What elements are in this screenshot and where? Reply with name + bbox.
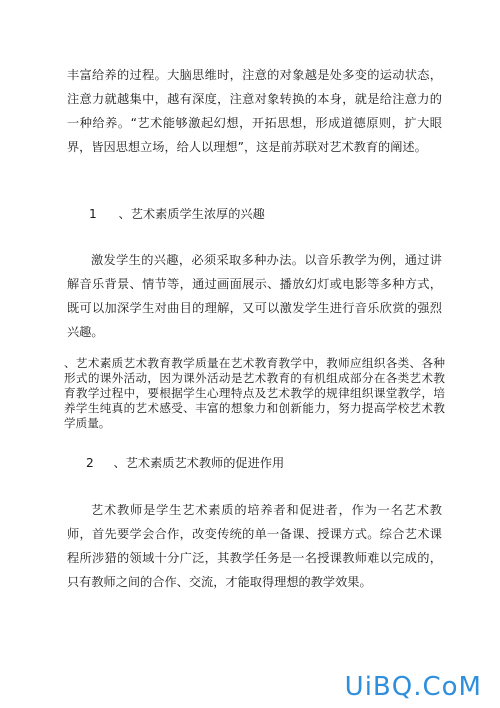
paragraph-2: 激发学生的兴趣，必须采取多种办法。以音乐教学为例，通过讲解音乐背景、情节等，通过画面展示、播放幻灯或电影等多种方式，既可以加深学生对曲目的理解，又可以激发学生进行音乐欣赏的强烈兴趣。: [67, 253, 442, 339]
section-heading-2-number: 2: [86, 456, 94, 470]
paragraph-4: 艺术教师是学生艺术素质的培养者和促进者，作为一名艺术教师，首先要学会合作，改变传统的单一备课、授课方式。综合艺术课程所涉猎的领域十分广泛，其教学任务是一名授课教师难以完成的，只有教师之间的合作、交流，才能取得理想的教学效果。: [67, 503, 442, 589]
section-heading-1-text: 、艺术素质学生浓厚的兴趣: [118, 207, 265, 221]
section-heading-1: [89, 206, 265, 222]
section-heading-2-text: 、艺术素质艺术教师的促进作用: [113, 456, 285, 470]
paragraph-3: 、艺术素质艺术教育教学质量在艺术教育教学中，教师应组织各类、各种形式的课外活动，因为课外活动是艺术教育的有机组成部分在各类艺术教育教学过程中，要根据学生心理特点及艺术教学的规律组织课堂教学，培养学生纯真的艺术感受、丰富的想象力和创新能力，努力提高学校艺术教学质量。: [64, 356, 445, 430]
section-heading-2: [86, 455, 284, 471]
section-heading-1-number: 1: [89, 207, 97, 221]
watermark-logo: UiBQ.CoM: [344, 672, 482, 702]
paragraph-1: 丰富给养的过程。大脑思维时，注意的对象越是处多变的运动状态，注意力就越集中，越有深度，注意对象转换的本身，就是给注意力的一种给养。“艺术能够激起幻想，开拓思想，形成道德原则，扩大眼界，皆因思想立场，给人以理想”，这是前苏联对艺术教育的阐述。: [67, 68, 442, 154]
